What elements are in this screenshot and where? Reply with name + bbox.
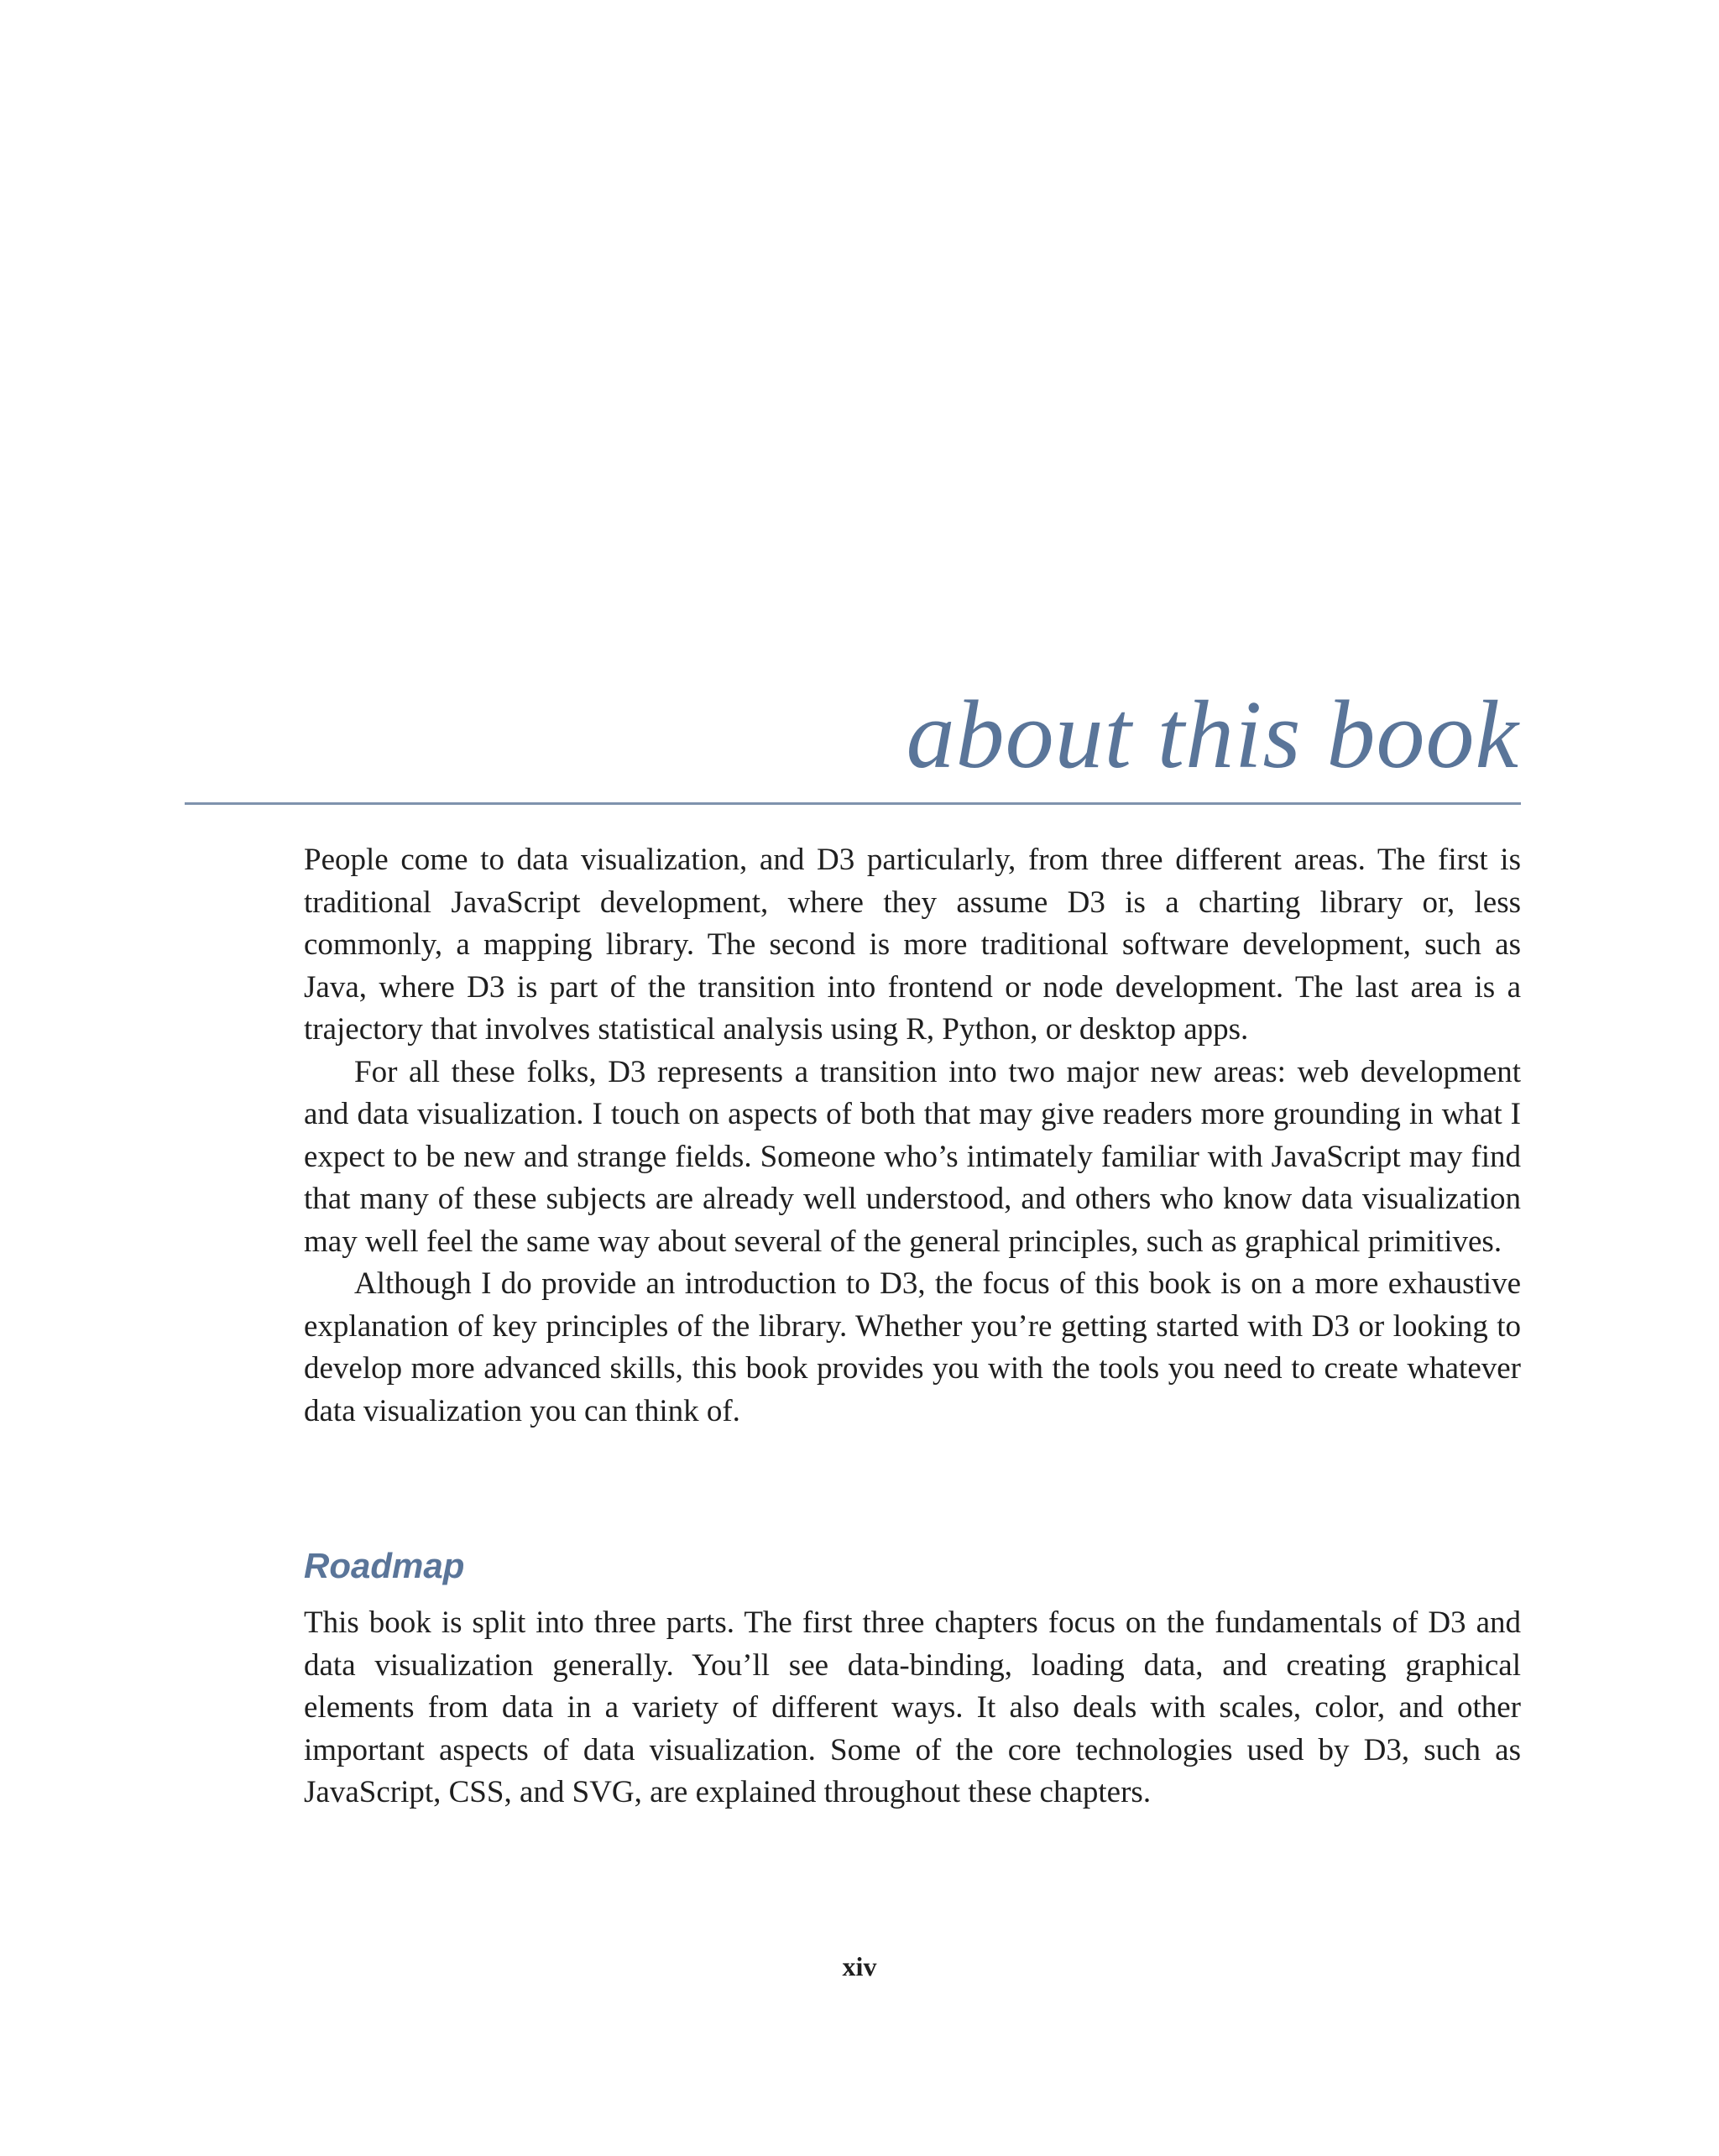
roadmap-body <box>304 1602 1521 1814</box>
intro-paragraph-2: For all these folks, D3 represents a transition into two major new areas: web development and data visualization. I touch on aspects of both that may give readers more grounding in what I expect to be new and strange fields. Someone who’s intimately familiar with JavaScript may find that many of these subjects are already well understood, and others who know data visualization may well feel the same way about several of the general principles, such as graphical primitives. <box>304 1054 1521 1259</box>
intro-body <box>304 839 1521 1433</box>
chapter-title: about this book <box>906 681 1519 789</box>
page-number: xiv <box>842 1951 877 1981</box>
title-rule <box>185 802 1521 805</box>
section-heading-roadmap: Roadmap <box>304 1546 465 1585</box>
intro-paragraph-1: People come to data visualization, and D3 particularly, from three different areas. The first is traditional JavaScript development, where they assume D3 is a charting library or, less commonly, a mapping library. The second is more traditional software development, such as Java, where D3 is part of the transition into frontend or node development. The last area is a trajectory that involves statistical analysis using R, Python, or desktop apps. <box>304 843 1521 1047</box>
intro-paragraph-3: Although I do provide an introduction to D3, the focus of this book is on a more exhaustive explanation of key principles of the library. Whether you’re getting started with D3 or looking to develop more advanced skills, this book provides you with the tools you need to create whatever data visualization you can think of. <box>304 1266 1521 1428</box>
roadmap-paragraph: This book is split into three parts. The first three chapters focus on the fundamentals of D3 and data visualization generally. You’ll see data-binding, loading data, and creating graphical elements from data in a variety of different ways. It also deals with scales, color, and other important aspects of data visualization. Some of the core technologies used by D3, such as JavaScript, CSS, and SVG, are explained throughout these chapters. <box>304 1605 1521 1809</box>
